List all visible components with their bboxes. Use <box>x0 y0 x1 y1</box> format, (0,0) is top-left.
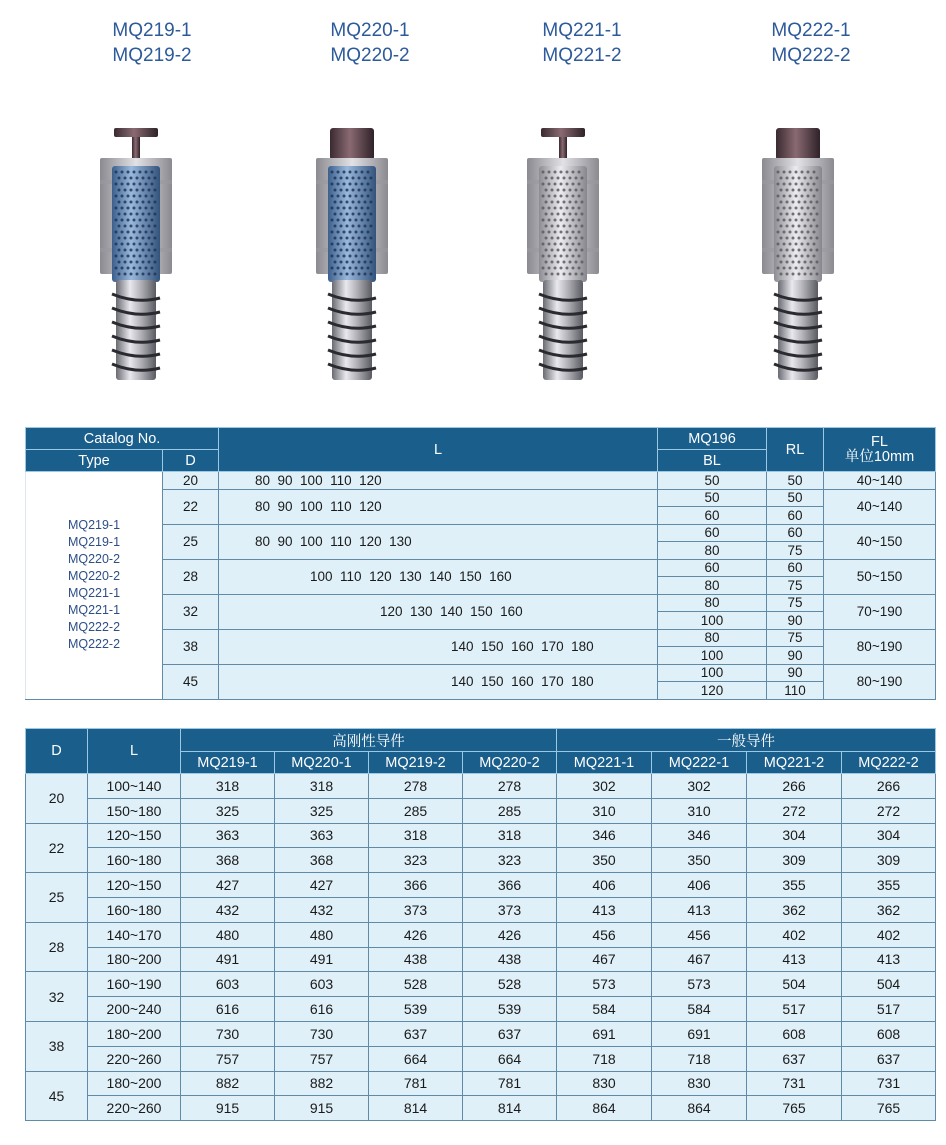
type-item: MQ222-2 <box>67 620 121 635</box>
bl-cell: 50 <box>658 472 767 490</box>
fl-range-cell: 80~190 <box>824 629 936 664</box>
load-value-cell: 363 <box>181 823 275 848</box>
ball-guide-silver-flange-icon <box>527 120 627 385</box>
load-value-cell: 318 <box>369 823 463 848</box>
load-value-cell: 427 <box>181 873 275 898</box>
type-item: MQ222-2 <box>67 637 121 652</box>
load-value-cell: 318 <box>275 774 369 799</box>
bl-cell: 60 <box>658 507 767 525</box>
load-value-cell: 915 <box>181 1096 275 1121</box>
diameter-cell: 45 <box>163 664 219 699</box>
bl-cell: 50 <box>658 489 767 507</box>
catalog-no-header: Catalog No. <box>26 428 219 450</box>
load-value-cell: 830 <box>652 1071 747 1096</box>
length-options-cell: 140 150 160 170 180 <box>219 629 658 664</box>
diameter-cell: 25 <box>26 873 88 923</box>
model-titles <box>0 18 946 78</box>
load-value-cell: 346 <box>652 823 747 848</box>
type-item: MQ221-1 <box>67 603 121 618</box>
model-column-header: MQ221-1 <box>557 752 652 774</box>
load-value-cell: 285 <box>369 798 463 823</box>
load-value-cell: 366 <box>463 873 557 898</box>
length-range-cell: 220~260 <box>88 1096 181 1121</box>
general-guide-header: 一般导件 <box>557 729 936 752</box>
l-header: L <box>88 729 181 774</box>
load-value-cell: 406 <box>557 873 652 898</box>
table-row <box>26 774 936 799</box>
diameter-cell: 45 <box>26 1071 88 1121</box>
load-value-cell: 432 <box>181 897 275 922</box>
load-value-cell: 584 <box>652 997 747 1022</box>
load-value-cell: 413 <box>842 947 936 972</box>
table-row <box>26 897 936 922</box>
load-value-cell: 480 <box>275 922 369 947</box>
spec-row <box>26 559 936 577</box>
load-value-cell: 882 <box>275 1071 369 1096</box>
load-value-cell: 504 <box>747 972 842 997</box>
diameter-cell: 38 <box>26 1021 88 1071</box>
spec-row <box>26 524 936 542</box>
rl-cell: 60 <box>767 524 824 542</box>
length-options-cell: 80 90 100 110 120 <box>219 472 658 490</box>
load-value-cell: 504 <box>842 972 936 997</box>
load-value-cell: 467 <box>652 947 747 972</box>
length-range-cell: 160~180 <box>88 897 181 922</box>
load-value-cell: 325 <box>275 798 369 823</box>
load-value-cell: 309 <box>842 848 936 873</box>
bl-cell: 120 <box>658 682 767 700</box>
rl-cell: 50 <box>767 472 824 490</box>
model-title-2: MQ220-1 MQ220-2 <box>330 20 410 66</box>
load-value-cell: 302 <box>557 774 652 799</box>
load-value-cell: 664 <box>463 1046 557 1071</box>
load-value-cell: 413 <box>557 897 652 922</box>
load-value-cell: 456 <box>652 922 747 947</box>
rl-cell: 90 <box>767 612 824 630</box>
load-value-cell: 616 <box>275 997 369 1022</box>
load-value-cell: 830 <box>557 1071 652 1096</box>
load-value-cell: 272 <box>842 798 936 823</box>
rl-cell: 60 <box>767 507 824 525</box>
load-value-cell: 517 <box>747 997 842 1022</box>
spec-row <box>26 594 936 612</box>
load-value-cell: 323 <box>463 848 557 873</box>
load-value-cell: 278 <box>369 774 463 799</box>
length-options-cell: 80 90 100 110 120 <box>219 489 658 524</box>
load-value-cell: 637 <box>747 1046 842 1071</box>
length-range-cell: 140~170 <box>88 922 181 947</box>
load-value-cell: 757 <box>275 1046 369 1071</box>
load-value-cell: 373 <box>369 897 463 922</box>
load-value-cell: 266 <box>842 774 936 799</box>
fl-range-cell: 80~190 <box>824 664 936 699</box>
bl-cell: 80 <box>658 629 767 647</box>
model-column-header: MQ220-1 <box>275 752 369 774</box>
l-header: L <box>219 428 658 472</box>
bl-cell: 100 <box>658 647 767 665</box>
rl-cell: 60 <box>767 559 824 577</box>
load-value-cell: 603 <box>181 972 275 997</box>
table-row <box>26 997 936 1022</box>
diameter-cell: 32 <box>26 972 88 1022</box>
table-row <box>26 1046 936 1071</box>
load-value-cell: 731 <box>747 1071 842 1096</box>
table-row <box>26 823 936 848</box>
fl-range-cell: 40~140 <box>824 489 936 524</box>
length-range-cell: 200~240 <box>88 997 181 1022</box>
rl-cell: 75 <box>767 594 824 612</box>
load-value-cell: 362 <box>842 897 936 922</box>
load-value-cell: 573 <box>652 972 747 997</box>
length-range-cell: 120~150 <box>88 823 181 848</box>
diameter-cell: 20 <box>163 472 219 490</box>
type-item: MQ221-1 <box>67 586 121 601</box>
load-value-cell: 691 <box>557 1021 652 1046</box>
load-value-cell: 664 <box>369 1046 463 1071</box>
length-range-cell: 180~200 <box>88 1071 181 1096</box>
diameter-cell: 25 <box>163 524 219 559</box>
load-value-cell: 491 <box>275 947 369 972</box>
length-range-cell: 160~180 <box>88 848 181 873</box>
length-options-cell: 120 130 140 150 160 <box>219 594 658 629</box>
load-value-cell: 584 <box>557 997 652 1022</box>
model-column-header: MQ221-2 <box>747 752 842 774</box>
model-column-header: MQ222-2 <box>842 752 936 774</box>
load-value-cell: 731 <box>842 1071 936 1096</box>
diameter-cell: 38 <box>163 629 219 664</box>
load-value-cell: 882 <box>181 1071 275 1096</box>
rl-cell: 110 <box>767 682 824 700</box>
rl-cell: 75 <box>767 577 824 595</box>
table-row <box>26 1021 936 1046</box>
load-value-cell: 350 <box>652 848 747 873</box>
bl-cell: 100 <box>658 664 767 682</box>
table-row <box>26 947 936 972</box>
load-value-cell: 438 <box>463 947 557 972</box>
diameter-cell: 20 <box>26 774 88 824</box>
bl-header: BL <box>658 450 767 472</box>
load-value-cell: 864 <box>652 1096 747 1121</box>
rl-cell: 90 <box>767 647 824 665</box>
model-column-header: MQ222-1 <box>652 752 747 774</box>
load-value-cell: 915 <box>275 1096 369 1121</box>
load-value-cell: 413 <box>747 947 842 972</box>
load-value-cell: 323 <box>369 848 463 873</box>
load-value-cell: 539 <box>369 997 463 1022</box>
load-value-cell: 730 <box>181 1021 275 1046</box>
load-value-cell: 765 <box>747 1096 842 1121</box>
fl-unit-label: 单位10mm <box>844 448 915 465</box>
load-value-cell: 402 <box>842 922 936 947</box>
load-value-cell: 573 <box>557 972 652 997</box>
load-value-cell: 310 <box>557 798 652 823</box>
length-range-cell: 160~190 <box>88 972 181 997</box>
d-header: D <box>163 450 219 472</box>
length-range-cell: 120~150 <box>88 873 181 898</box>
fl-range-cell: 50~150 <box>824 559 936 594</box>
fl-header <box>824 428 936 472</box>
model-column-header: MQ219-1 <box>181 752 275 774</box>
diameter-cell: 22 <box>26 823 88 873</box>
load-value-cell: 691 <box>652 1021 747 1046</box>
load-value-cell: 718 <box>557 1046 652 1071</box>
load-value-cell: 278 <box>463 774 557 799</box>
load-value-cell: 406 <box>652 873 747 898</box>
load-value-cell: 456 <box>557 922 652 947</box>
rl-cell: 75 <box>767 542 824 560</box>
model-title-3: MQ221-1 MQ221-2 <box>542 20 622 66</box>
type-list <box>26 472 163 700</box>
rl-cell: 90 <box>767 664 824 682</box>
table-row <box>26 972 936 997</box>
bl-cell: 80 <box>658 594 767 612</box>
load-value-cell: 373 <box>463 897 557 922</box>
load-value-cell: 368 <box>275 848 369 873</box>
load-value-cell: 302 <box>652 774 747 799</box>
load-value-cell: 814 <box>463 1096 557 1121</box>
length-range-cell: 150~180 <box>88 798 181 823</box>
bl-cell: 60 <box>658 559 767 577</box>
load-value-cell: 402 <box>747 922 842 947</box>
load-value-cell: 480 <box>181 922 275 947</box>
diameter-cell: 32 <box>163 594 219 629</box>
spec-row <box>26 472 936 490</box>
type-item: MQ220-2 <box>67 569 121 584</box>
load-value-cell: 718 <box>652 1046 747 1071</box>
bl-cell: 60 <box>658 524 767 542</box>
load-value-cell: 616 <box>181 997 275 1022</box>
fl-range-cell: 40~140 <box>824 472 936 490</box>
fl-range-cell: 40~150 <box>824 524 936 559</box>
load-value-cell: 603 <box>275 972 369 997</box>
load-value-cell: 528 <box>463 972 557 997</box>
load-value-cell: 413 <box>652 897 747 922</box>
table-row <box>26 848 936 873</box>
load-value-cell: 362 <box>747 897 842 922</box>
model-column-header: MQ220-2 <box>463 752 557 774</box>
spec-table <box>25 427 936 700</box>
load-value-cell: 318 <box>181 774 275 799</box>
load-value-cell: 304 <box>747 823 842 848</box>
load-value-cell: 757 <box>181 1046 275 1071</box>
length-range-cell: 220~260 <box>88 1046 181 1071</box>
type-item: MQ219-1 <box>67 535 121 550</box>
load-value-cell: 432 <box>275 897 369 922</box>
load-value-cell: 427 <box>275 873 369 898</box>
load-value-cell: 517 <box>842 997 936 1022</box>
load-value-cell: 781 <box>463 1071 557 1096</box>
load-value-cell: 309 <box>747 848 842 873</box>
load-value-cell: 355 <box>842 873 936 898</box>
load-value-cell: 814 <box>369 1096 463 1121</box>
load-value-cell: 363 <box>275 823 369 848</box>
load-value-cell: 637 <box>369 1021 463 1046</box>
load-value-cell: 637 <box>842 1046 936 1071</box>
diameter-cell: 22 <box>163 489 219 524</box>
ball-guide-blue-flange-icon <box>100 120 200 385</box>
product-photos <box>0 120 946 390</box>
load-value-cell: 325 <box>181 798 275 823</box>
model-column-header: MQ219-2 <box>369 752 463 774</box>
length-range-cell: 180~200 <box>88 1021 181 1046</box>
load-value-cell: 266 <box>747 774 842 799</box>
bl-cell: 80 <box>658 577 767 595</box>
load-value-cell: 528 <box>369 972 463 997</box>
load-value-cell: 637 <box>463 1021 557 1046</box>
load-value-cell: 426 <box>369 922 463 947</box>
load-value-cell: 608 <box>842 1021 936 1046</box>
load-value-cell: 304 <box>842 823 936 848</box>
load-table <box>25 728 936 1121</box>
load-value-cell: 368 <box>181 848 275 873</box>
bl-cell: 80 <box>658 542 767 560</box>
table-row <box>26 1096 936 1121</box>
load-value-cell: 350 <box>557 848 652 873</box>
diameter-cell: 28 <box>163 559 219 594</box>
spec-row <box>26 664 936 682</box>
load-value-cell: 864 <box>557 1096 652 1121</box>
load-value-cell: 272 <box>747 798 842 823</box>
spec-row <box>26 629 936 647</box>
rl-cell: 75 <box>767 629 824 647</box>
load-value-cell: 539 <box>463 997 557 1022</box>
load-value-cell: 318 <box>463 823 557 848</box>
length-options-cell: 100 110 120 130 140 150 160 <box>219 559 658 594</box>
load-value-cell: 346 <box>557 823 652 848</box>
type-header: Type <box>26 450 163 472</box>
load-value-cell: 366 <box>369 873 463 898</box>
mq196-header: MQ196 <box>658 428 767 450</box>
spec-row <box>26 489 936 507</box>
length-range-cell: 100~140 <box>88 774 181 799</box>
rl-header: RL <box>767 428 824 472</box>
load-value-cell: 765 <box>842 1096 936 1121</box>
d-header: D <box>26 729 88 774</box>
table-row <box>26 873 936 898</box>
type-item: MQ219-1 <box>67 518 121 533</box>
load-value-cell: 438 <box>369 947 463 972</box>
bl-cell: 100 <box>658 612 767 630</box>
load-value-cell: 730 <box>275 1021 369 1046</box>
diameter-cell: 28 <box>26 922 88 972</box>
fl-label: FL <box>871 433 888 450</box>
fl-range-cell: 70~190 <box>824 594 936 629</box>
table-row <box>26 1071 936 1096</box>
ball-guide-blue-icon <box>316 120 416 385</box>
table-row <box>26 922 936 947</box>
load-value-cell: 608 <box>747 1021 842 1046</box>
high-rigidity-header: 高刚性导件 <box>181 729 557 752</box>
load-value-cell: 491 <box>181 947 275 972</box>
rl-cell: 50 <box>767 489 824 507</box>
load-value-cell: 285 <box>463 798 557 823</box>
type-item: MQ220-2 <box>67 552 121 567</box>
model-title-4: MQ222-1 MQ222-2 <box>771 20 851 66</box>
load-value-cell: 467 <box>557 947 652 972</box>
ball-guide-silver-icon <box>762 120 862 385</box>
load-value-cell: 426 <box>463 922 557 947</box>
load-value-cell: 310 <box>652 798 747 823</box>
length-options-cell: 140 150 160 170 180 <box>219 664 658 699</box>
load-value-cell: 355 <box>747 873 842 898</box>
model-title-1: MQ219-1 MQ219-2 <box>112 20 192 66</box>
load-value-cell: 781 <box>369 1071 463 1096</box>
length-range-cell: 180~200 <box>88 947 181 972</box>
table-row <box>26 798 936 823</box>
length-options-cell: 80 90 100 110 120 130 <box>219 524 658 559</box>
